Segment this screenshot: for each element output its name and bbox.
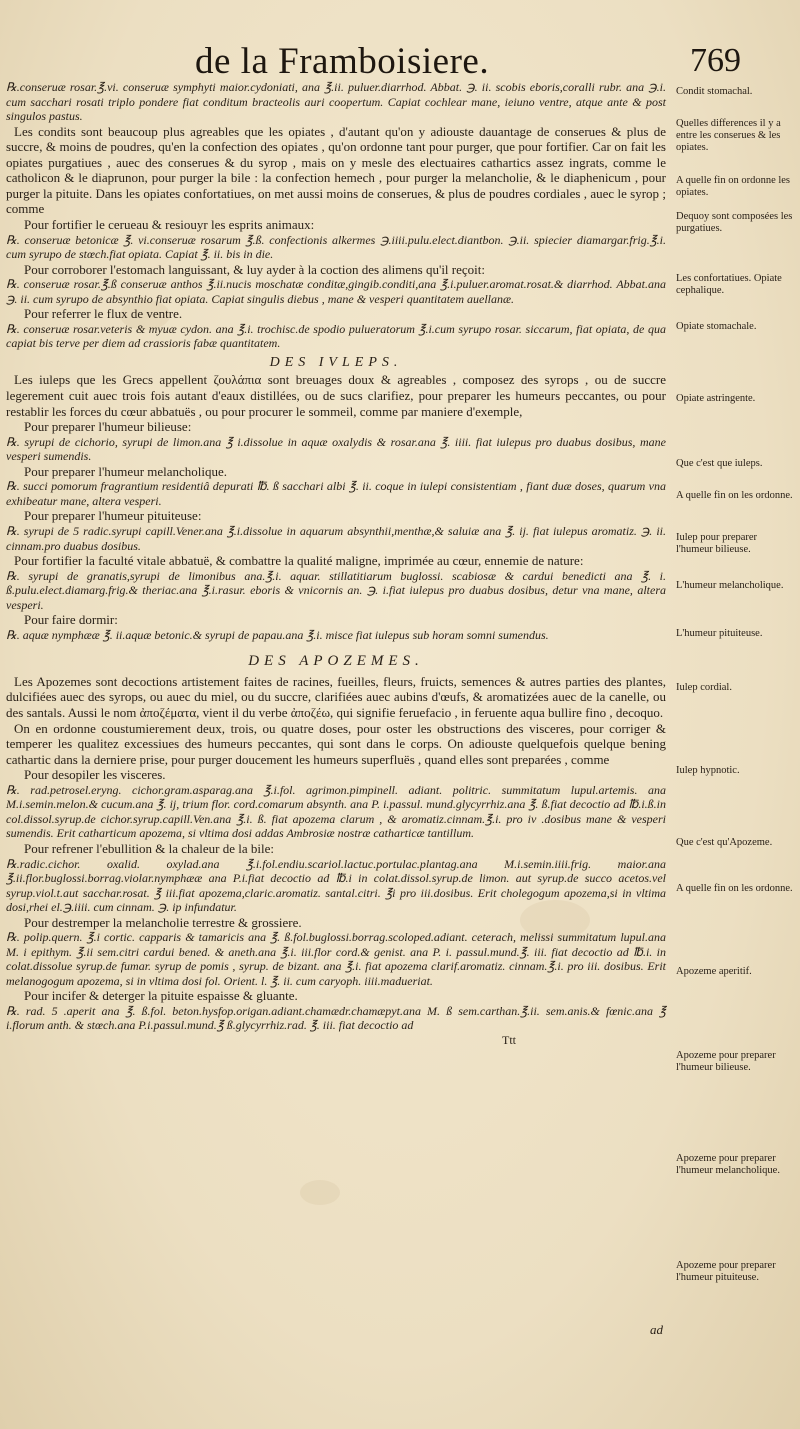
catchword: ad [650, 1322, 663, 1337]
running-head: de la Framboisiere. [195, 41, 490, 82]
prescription: ℞. conseruæ rosar.℥.ß conseruæ anthos ℥.ii.nucis moschatæ conditæ,gingib.conditi,ana ℥.i.puluer.aromat.rosat.& diarrhod. Abbat.ana ℈. ii. cum syrupo de absynthio fiat opiata. Capiat singulis diebus , mane & vesperi quantitatem auellanæ. [6, 277, 666, 306]
margin-note: Que c'est qu'Apozeme. [676, 837, 773, 848]
section-heading: DES IVLEPS. [269, 354, 403, 370]
margin-note: Apozeme pour preparer l'humeur bilieuse. [676, 1050, 776, 1073]
margin-note: A quelle fin on ordonne les opiates. [676, 175, 791, 198]
margin-note: Dequoy sont composées les purgatiues. [676, 211, 793, 234]
recipe-heading: Pour refrener l'ebullition & la chaleur de la bile: [24, 840, 274, 856]
recipe-heading: Pour preparer l'humeur bilieuse: [24, 419, 192, 435]
recipe-heading: Pour desopiler les visceres. [24, 767, 166, 783]
prescription: ℞.conseruæ rosar.℥.vi. conseruæ symphyti maior.cydoniati, ana ℥.ii. puluer.diarrhod. Abbat. ℈. ii. scobis eboris,coralli rubr. ana ℈.i. cum sacchari rosati triplo pondere fiat conditum bracteolis auri coopertum. Capiat cochlear mane, ieiuno ventre, atque ante & post singulos pastus. [6, 80, 666, 123]
margin-note: L'humeur pituiteuse. [676, 628, 763, 639]
margin-note: Que c'est que iuleps. [676, 458, 763, 469]
main-text [6, 80, 666, 1048]
recipe-heading: Pour fortifier le cerueau & resiouyr les esprits animaux: [24, 217, 315, 233]
paragraph: Les Apozemes sont decoctions artistement faites de racines, fueilles, fleurs, fruicts, semences & autres parties des plantes, dulcifiées auec des syrops, ou auec du miel, ou du succre, clarifiées auec aubins d'œufs, & aromatizées auec de la canelle, ou des santals. Aussi le nom ἀποζέματα, vient il du verbe ἀποζέω, qui signifie feruefacio , in feruente aqua bullire fino , decoquo. [6, 673, 666, 720]
recipe-heading: Pour destremper la melancholie terrestre & grossiere. [24, 914, 302, 930]
margin-note: L'humeur melancholique. [676, 580, 784, 591]
margin-note: Les confortatiues. Opiate cephalique. [676, 273, 782, 296]
section-heading: DES APOZEMES. [248, 653, 424, 670]
page-number: 769 [690, 42, 741, 79]
paragraph: Pour fortifier la faculté vitale abbatuë, & combattre la qualité maligne, imprimée au cœur, ennemie de nature: [14, 553, 584, 568]
recipe-heading: Pour incifer & deterger la pituite espaisse & gluante. [24, 988, 298, 1004]
margin-note: Apozeme aperitif. [676, 966, 752, 977]
prescription: ℞. conseruæ rosar.veteris & myuæ cydon. ana ℥.i. trochisc.de spodio pulueratorum ℥.i.cum syrupo rosar. siccarum, fiat opiata, de qua capiat bis terve per diem ad crassioris fabæ quantitatem. [6, 321, 666, 351]
recipe-heading: Pour preparer l'humeur pituiteuse: [24, 508, 202, 524]
prescription: ℞. rad.petrosel.eryng. cichor.gram.asparag.ana ℥.i.fol. agrimon.pimpinell. adiant. politric. summitatum lupul.artemis. ana M.i.semin.melon.& cucum.ana ℥. ij, trium flor. cord.comarum absynth. ana P. i.passul. mund.glycyrrhiz.ana ℥. ß.fiat decoctio ad ℔.i.ß.in col.dissol.syrup.de cichor.syrup.capill.Ven.ana ℥.i. ß. fiat apozema clarum , & aromatiz.cinnam.℥.i. pro iv .dosibus mane & vesperi sumendis. Erit catharticum apozema, si vltima dosi addas Ambrosiæ nostræ catharticæ tantillum. [6, 782, 666, 841]
prescription: ℞. rad. 5 .aperit ana ℥. ß.fol. beton.hysfop.origan.adiant.chamædr.chamæpyt.ana M. ß sem.carthan.℥.ii. sem.anis.& fœnic.ana ℥ i.florum anth. & stœch.ana P.i.passul.mund.℥ ß.glycyrrhiz.rad. ℥. iii. fiat decoctio ad [6, 1003, 666, 1033]
margin-note: Opiate astringente. [676, 393, 756, 404]
margin-note: A quelle fin on les ordonne. [676, 883, 793, 894]
prescription: ℞. syrupi de granatis,syrupi de limonibus ana.℥.i. aquar. stillatitiarum buglossi. scabiosæ & cardui benedicti ana ℥. i. ß.pulu.elect.diamarg.frig.& theriac.ana ℥.i.rasur. eboris & vnicornis an. ℈. i.fiat iulepus pro duabus dosibus, detur vna mane, altera vesperi. [6, 568, 666, 612]
prescription: ℞. succi pomorum fragrantium residentiâ depurati ℔. ß sacchari albi ℥. ii. coque in iulepi consistentiam , fiant duæ doses, quarum vna exhibeatur mane, altera vesperi. [6, 479, 666, 508]
signature-mark: Ttt [502, 1032, 516, 1047]
margin-note: Apozeme pour preparer l'humeur melancholique. [676, 1153, 780, 1176]
margin-note: Apozeme pour preparer l'humeur pituiteuse. [676, 1260, 776, 1283]
page-header [0, 30, 800, 80]
paragraph: Les condits sont beaucoup plus agreables que les opiates , d'autant qu'on y adiouste dauantage de conserues & plus de succre, & moins de poudres, qu'en la confection des opiates , qu'on ordonne tant pour purger, que pour fortifier. Car on fait les opiates purgatiues , auec des conserues & du syrop , mais on y mesle des electuaires cathartics assez ingrats, comme le catholicon & le diaprunon, pour purger la bile : la confection hemech , pour purger la melancholie, & le diaphenicum , pour purger la pituite. Dans les opiates confortatiues, on met aussi moins de conserues, & plus de poudres cordiales , auec le syrop ; comme [6, 123, 666, 217]
recipe-heading: Pour corroborer l'estomach languissant, & luy ayder à la coction des alimens qu'il reçoit: [24, 261, 485, 277]
prescription: ℞. syrupi de 5 radic.syrupi capill.Vener.ana ℥.i.dissolue in aquarum absynthii,menthæ,& saluiæ ana ℥. ij. fiat iulepus aromatiz. ℈. ii. cinnam.pro duabus dosibus. [6, 524, 666, 553]
recipe-heading: Pour faire dormir: [24, 612, 118, 628]
recipe-heading: Pour referrer le flux de ventre. [24, 306, 183, 322]
margin-note: Iulep hypnotic. [676, 765, 740, 776]
margin-note: Iulep pour preparer l'humeur bilieuse. [676, 532, 758, 555]
prescription: ℞. aquæ nymphææ ℥. ii.aquæ betonic.& syrupi de papau.ana ℥.i. misce fiat iulepus sub horam somni sumendus. [6, 627, 549, 642]
margin-note: A quelle fin on les ordonne. [676, 490, 793, 501]
recipe-heading: Pour preparer l'humeur melancholique. [24, 463, 228, 479]
margin-note: Condit stomachal. [676, 86, 753, 97]
prescription: ℞. conseruæ betonicæ ℥. vi.conseruæ rosarum ℥.ß. confectionis alkermes ℈.iiii.pulu.elect.diantbon. ℈.ii. spiecier diamargar.frig.℥.i. cum syrupo de stœch.fiat opiata. Capiat ℥. ii. bis in die. [6, 232, 666, 262]
prescription: ℞.radic.cichor. oxalid. oxylad.ana ℥.i.fol.endiu.scariol.lactuc.portulac.plantag.ana M.i.semin.iiii.frig. maior.ana ℥.ii.flor.buglossi.borrag.violar.nymphææ ana P.i.fiat decoctio ad ℔.i in colat.dissol.syrup.de limon. aut syrup.de succo acetos.vel syrup.viol.t.aut sacchar.rosat. ℥ iii.fiat apozema,claric.aromatiz. santal.citri. ℥i pro iii.dosibus. Erit cholegogum apozema,si in vltima dosi,rhei el.℈.iiii. cum cinnam. ℈. ip infundatur. [6, 856, 666, 915]
paragraph: Les iuleps que les Grecs appellent ζουλάπια sont breuages doux & agreables , composez des syrops , ou de succre legerement cuit auec trois fois autant d'eaux distillées, ou de sucs clarifiez, pour preparer les humeurs peccantes, ou pour restablir les forces du cœur abbatuës , ou pour procurer le sommeil, comme par maniere d'exemple, [6, 372, 666, 419]
margin-note: Quelles differences il y a entre les conserues & les opiates. [676, 118, 781, 153]
margin-note: Opiate stomachale. [676, 321, 757, 332]
prescription: ℞. polip.quern. ℥.i cortic. capparis & tamaricis ana ℥. ß.fol.buglossi.borrag.scoloped.adiant. ceterach, melissi summitatum lupul.ana M. i epithym. ℥.ii sem.citri cardui bened. & aneth.ana ℥.i. iii.flor cord.& genist. ana P. i. passul.mund.℥. iii. fiat decoctio ad ℔.i. in colat.dissolue syrup.de fumar. syrup de pomis , syrup. de bizant. ana ℥.i. fiat apozema clarif.aromatiz. cinnam.℥.i. pro iii. dosibus. Erit melanogogum apozema, si in vltima dosi fol. Orient. l. ℥. ii. cum caryoph. iiii.madueriat. [6, 930, 666, 988]
prescription: ℞. syrupi de cichorio, syrupi de limon.ana ℥ i.dissolue in aquæ oxalydis & rosar.ana ℥. iiii. fiat iulepus pro duabus dosibus, mane vesperi sumendis. [6, 434, 666, 464]
paragraph: On en ordonne coustumierement deux, trois, ou quatre doses, pour oster les obstructions des visceres, pour corriger & temperer les qualitez excessiues des humeurs peccantes, qui sont dans le corps. On adiouste quelquefois quelque bening cathartic dans la derniere prise, pour purger doucement les humeurs superfluës , quand elles sont preparées , comme [6, 720, 666, 767]
margin-note: Iulep cordial. [676, 682, 732, 693]
